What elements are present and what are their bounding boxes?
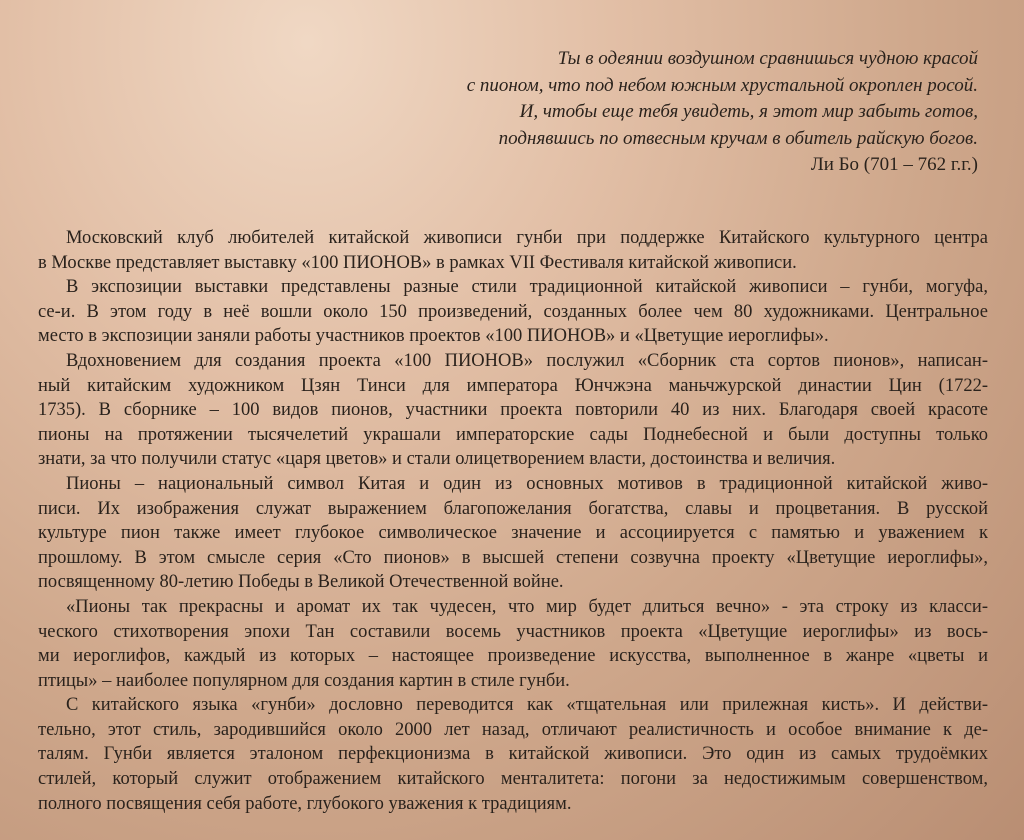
text-line: ный китайским художником Цзян Тинси для императора Юнчжэна маньчжурской династии Цин (1722- — [38, 375, 988, 396]
text-line: талям. Гунби является эталоном перфекционизма в китайской живописи. Это один из самых трудоёмких — [38, 744, 988, 765]
text-line: писи. Их изображения служат выражением благопожелания богатства, славы и процветания. В русской — [38, 498, 988, 519]
text-line: прошлому. В этом смысле серия «Сто пионов» в высшей степени созвучна проекту «Цветущие иероглифы», — [38, 547, 988, 568]
poem-line: Ты в одеянии воздушном сравнишься чудною красой — [557, 48, 978, 69]
epigraph — [467, 46, 978, 179]
text-line: ческого стихотворения эпохи Тан составили восемь участников проекта «Цветущие иероглифы» из вось- — [38, 621, 988, 642]
text-line: в Москве представляет выставку «100 ПИОНОВ» в рамках VII Фестиваля китайской живописи. — [38, 252, 797, 273]
text-line: тельно, этот стиль, зародившийся около 2000 лет назад, отличают реалистичность и особое внимание к де- — [38, 719, 988, 740]
text-line: Вдохновением для создания проекта «100 ПИОНОВ» послужил «Сборник ста сортов пионов», написан- — [66, 350, 988, 371]
text-line: Пионы – национальный символ Китая и один из основных мотивов в традиционной китайской живо- — [66, 473, 988, 494]
text-line: знати, за что получили статус «царя цветов» и стали олицетворением власти, достоинства и величия. — [38, 449, 836, 470]
text-line: 1735). В сборнике – 100 видов пионов, участники проекта повторили 40 из них. Благодаря своей красоте — [38, 400, 988, 421]
exhibition-description — [38, 226, 988, 816]
text-line: «Пионы так прекрасны и аромат их так чудесен, что мир будет длиться вечно» - эта строку из класси- — [66, 596, 988, 617]
text-line: ми иероглифов, каждый из которых – настоящее произведение искусства, выполненное в жанре «цветы и — [38, 646, 988, 667]
text-line: С китайского языка «гунби» дословно переводится как «тщательная или прилежная кисть». И действи- — [66, 695, 988, 716]
epigraph-author: Ли Бо (701 – 762 г.г.) — [810, 154, 978, 175]
text-line: Московский клуб любителей китайской живописи гунби при поддержке Китайского культурного центра — [66, 228, 988, 248]
text-line: птицы» – наиболее популярном для создания картин в стиле гунби. — [38, 670, 570, 691]
text-line: стилей, который служит отображением китайского менталитета: погони за недостижимым совершенством, — [38, 769, 988, 790]
poem-line: И, чтобы еще тебя увидеть, я этот мир забыть готов, — [519, 101, 978, 122]
poem-line: с пионом, что под небом южным хрустальной окроплен росой. — [466, 74, 978, 96]
poem-line: поднявшись по отвесным кручам в обитель райскую богов. — [498, 127, 978, 149]
text-line: полного посвящения себя работе, глубокого уважения к традициям. — [38, 793, 572, 814]
text-line: культуре пион также имеет глубокое символическое значение и ассоциируется с памятью и уважением к — [38, 523, 988, 544]
text-line: место в экспозиции заняли работы участников проектов «100 ПИОНОВ» и «Цветущие иероглифы». — [38, 326, 829, 347]
text-line: посвященному 80-летию Победы в Великой Отечественной войне. — [38, 572, 564, 593]
text-line: В экспозиции выставки представлены разные стили традиционной китайской живописи – гунби, могуфа, — [66, 277, 988, 298]
text-line: се-и. В этом году в неё вошли около 150 произведений, созданных более чем 80 художниками. Центральное — [38, 301, 988, 322]
text-line: пионы на протяжении тысячелетий украшали императорские сады Поднебесной и были доступны только — [38, 424, 988, 445]
